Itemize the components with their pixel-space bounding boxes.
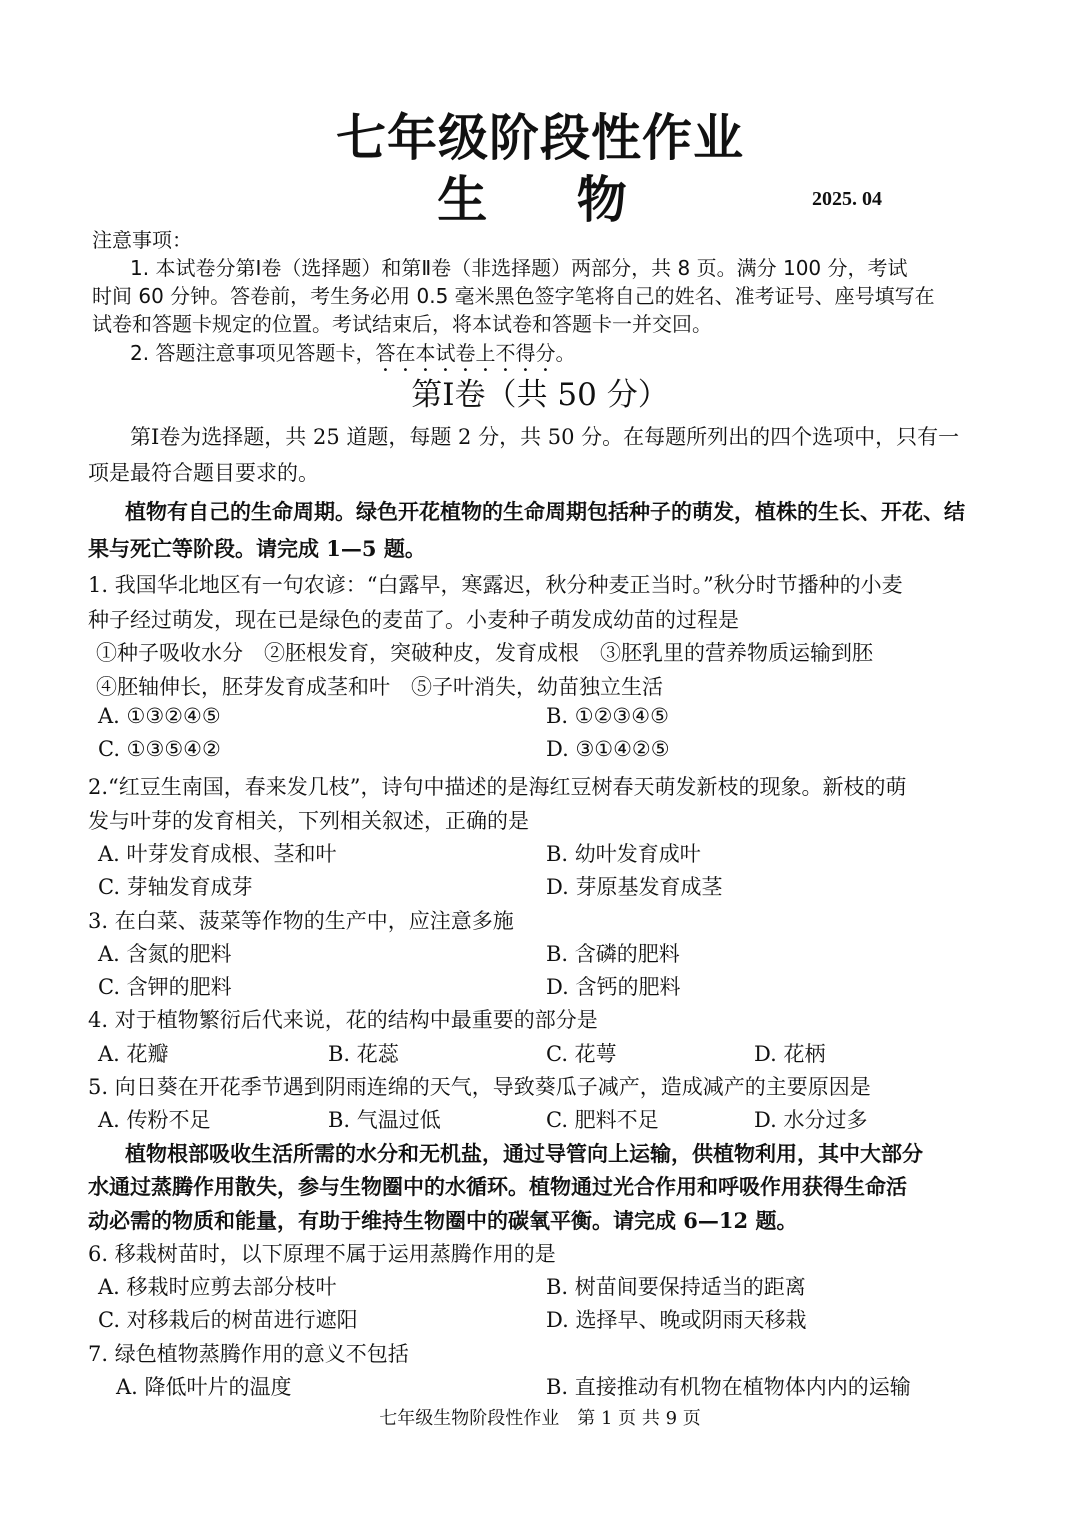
subject-title: 生 物	[437, 171, 663, 229]
passage2-line3: 动必需的物质和能量，有助于维持生物圈中的碳氧平衡。请完成 6—12 题。	[88, 1208, 798, 1233]
q2-stem-line1: 2.“红豆生南国，春来发几枝”，诗句中描述的是海红豆树春天萌发新枝的现象。新枝的萌	[88, 775, 907, 799]
q3-option-b: B. 含磷的肥料	[546, 942, 680, 966]
q2-option-b: B. 幼叶发育成叶	[546, 842, 701, 866]
passage1-line2: 果与死亡等阶段。请完成 1—5 题。	[88, 536, 426, 561]
q6-option-b: B. 树苗间要保持适当的距离	[546, 1275, 806, 1299]
q3-option-c: C. 含钾的肥料	[98, 975, 232, 999]
q4-option-d: D. 花柄	[754, 1042, 826, 1066]
q3-stem: 3. 在白菜、菠菜等作物的生产中，应注意多施	[88, 909, 514, 933]
q5-option-d: D. 水分过多	[754, 1108, 868, 1132]
notice-item1-line3: 试卷和答题卡规定的位置。考试结束后，将本试卷和答题卡一并交回。	[92, 312, 712, 336]
q4-stem: 4. 对于植物繁衍后代来说，花的结构中最重要的部分是	[88, 1008, 598, 1032]
section-intro-line2: 项是最符合题目要求的。	[88, 461, 319, 485]
q1-option-d: D. ③①④②⑤	[546, 737, 670, 761]
q5-option-b: B. 气温过低	[328, 1108, 441, 1132]
section-title: 第Ⅰ卷（共 50 分）	[411, 377, 669, 413]
notice-item1-line1: 1. 本试卷分第Ⅰ卷（选择题）和第Ⅱ卷（非选择题）两部分，共 8 页。满分 100 分，考试	[130, 256, 908, 280]
q1-option-a: A. ①③②④⑤	[98, 704, 221, 728]
q2-option-d: D. 芽原基发育成茎	[546, 875, 723, 899]
passage2-line1: 植物根部吸收生活所需的水分和无机盐，通过导管向上运输，供植物利用，其中大部分	[125, 1141, 923, 1166]
q2-option-a: A. 叶芽发育成根、茎和叶	[98, 842, 337, 866]
passage1-line1: 植物有自己的生命周期。绿色开花植物的生命周期包括种子的萌发，植株的生长、开花、结	[125, 499, 965, 524]
exam-date: 2025. 04	[812, 188, 882, 210]
q1-stem-line1: 1. 我国华北地区有一句农谚：“白露早，寒露迟，秋分种麦正当时。”秋分时节播种的小麦	[88, 573, 903, 597]
q6-option-c: C. 对移栽后的树苗进行遮阳	[98, 1308, 358, 1332]
q7-option-a: A. 降低叶片的温度	[116, 1375, 292, 1399]
q3-option-a: A. 含氮的肥料	[98, 942, 232, 966]
q3-option-d: D. 含钙的肥料	[546, 975, 681, 999]
q7-option-b: B. 直接推动有机物在植物体内内的运输	[546, 1375, 911, 1399]
q1-steps-line2: ④胚轴伸长，胚芽发育成茎和叶 ⑤子叶消失，幼苗独立生活	[96, 675, 663, 699]
q2-option-c: C. 芽轴发育成芽	[98, 875, 253, 899]
q4-option-b: B. 花蕊	[328, 1042, 399, 1066]
q1-stem-line2: 种子经过萌发，现在已是绿色的麦苗了。小麦种子萌发成幼苗的过程是	[88, 608, 739, 632]
q6-option-d: D. 选择早、晚或阴雨天移栽	[546, 1308, 807, 1332]
q2-stem-line2: 发与叶芽的发育相关，下列相关叙述，正确的是	[88, 809, 529, 833]
q1-steps-line1: ①种子吸收水分 ②胚根发育，突破种皮，发育成根 ③胚乳里的营养物质运输到胚	[96, 641, 873, 665]
notice-heading: 注意事项：	[92, 228, 192, 252]
notice-item2-prefix: 2. 答题注意事项见答题卡，	[130, 341, 376, 365]
q5-stem: 5. 向日葵在开花季节遇到阴雨连绵的天气，导致葵瓜子减产，造成减产的主要原因是	[88, 1075, 871, 1099]
passage2-line2: 水通过蒸腾作用散失，参与生物圈中的水循环。植物通过光合作用和呼吸作用获得生命活	[88, 1174, 907, 1199]
q1-option-c: C. ①③⑤④②	[98, 737, 221, 761]
notice-item1-line2: 时间 60 分钟。答卷前，考生务必用 0.5 毫米黑色签字笔将自己的姓名、准考证号、座号填写在	[92, 284, 935, 308]
q6-stem: 6. 移栽树苗时，以下原理不属于运用蒸腾作用的是	[88, 1242, 556, 1266]
notice-item2-emphasis: 答在本试卷上不得分	[375, 341, 556, 365]
q4-option-a: A. 花瓣	[98, 1042, 169, 1066]
q4-option-c: C. 花萼	[546, 1042, 617, 1066]
page-footer: 七年级生物阶段性作业 第 1 页 共 9 页	[379, 1408, 701, 1429]
section-intro-line1: 第Ⅰ卷为选择题，共 25 道题，每题 2 分，共 50 分。在每题所列出的四个选项中，只有一	[130, 425, 960, 449]
exam-title: 七年级阶段性作业	[336, 109, 744, 167]
q5-option-a: A. 传粉不足	[98, 1108, 211, 1132]
q6-option-a: A. 移栽时应剪去部分枝叶	[98, 1275, 337, 1299]
q1-option-b: B. ①②③④⑤	[546, 704, 669, 728]
q5-option-c: C. 肥料不足	[546, 1108, 659, 1132]
notice-item2-suffix: 。	[555, 341, 576, 365]
q7-stem: 7. 绿色植物蒸腾作用的意义不包括	[88, 1342, 409, 1366]
